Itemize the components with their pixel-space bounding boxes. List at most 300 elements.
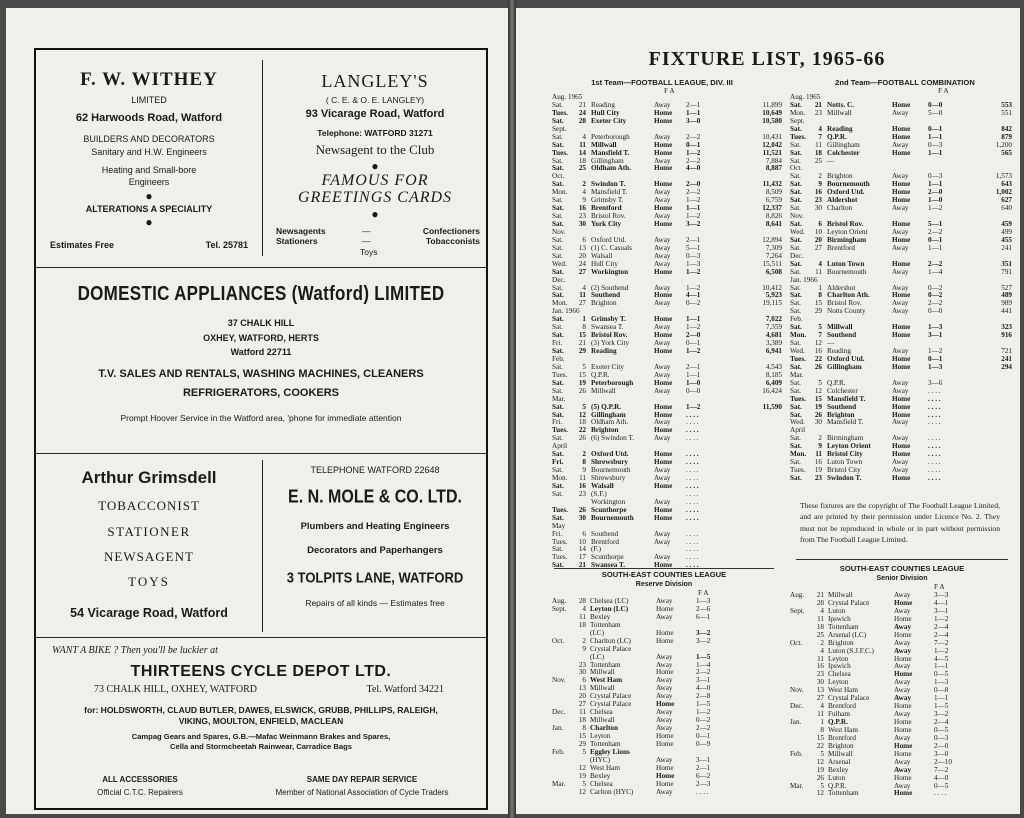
fixture-cell: Scunthorpe [591, 553, 624, 562]
fixture-cell: 7,309 [765, 243, 782, 252]
fixture-cell: Leyton [590, 731, 611, 740]
fixture-cell: 15 [814, 394, 822, 403]
fixture-cell: 6—1 [696, 612, 711, 621]
fixture-cell: 1—2 [686, 283, 701, 292]
fixture-cell: 2—0 [686, 331, 701, 340]
cycle-right-notes [242, 773, 482, 799]
fixture-cell: Sat. [552, 450, 564, 459]
fixture-cell: Away [894, 678, 911, 687]
fixture-cell: 0—1 [686, 339, 701, 348]
langley-tel: Telephone: WATFORD 31271 [317, 127, 433, 138]
fixture-cell: Home [654, 458, 673, 467]
bullet-icon: ● [371, 206, 379, 221]
fixture-cell: Sat. [552, 545, 563, 554]
fixture-cell: 30 [814, 418, 822, 427]
fixture-cell: 0—2 [928, 283, 943, 292]
fixture-cell: Oxford Utd. [827, 354, 865, 363]
fixture-cell: 27 [578, 700, 586, 709]
fixture-row [790, 205, 1014, 213]
fixture-cell: Sat. [790, 339, 801, 348]
fixture-cell: 0—0 [928, 100, 943, 109]
fixture-cell: 23 [578, 489, 586, 498]
fixture-cell: Tottenham [590, 620, 621, 629]
fixture-cell: Home [656, 668, 674, 677]
fixture-cell: . . . . [686, 474, 699, 482]
fixture-cell: 455 [1001, 235, 1012, 244]
fixture-cell: . . . . [928, 418, 941, 427]
fixture-cell: 1—3 [928, 362, 943, 371]
fixture-cell: 7,359 [765, 323, 782, 332]
fixture-cell: Away [892, 267, 909, 276]
fixture-cell: Away [656, 716, 673, 725]
fixture-cell: Home [892, 362, 911, 371]
fixture-cell: Gillingham [827, 140, 860, 149]
fixture-cell: Away [894, 694, 912, 703]
fixture-cell: 26 [578, 434, 586, 443]
fixture-row [552, 300, 784, 308]
fixture-cell: Home [654, 481, 673, 490]
fixture-cell: 721 [1001, 347, 1012, 355]
divider [554, 568, 774, 569]
fixture-cell: Away [654, 370, 671, 379]
fixture-cell: Gillingham [591, 156, 624, 165]
fixture-cell: Away [892, 243, 909, 252]
fixture-cell: 19 [578, 378, 586, 387]
fixture-cell: Nov. [790, 686, 804, 695]
fixture-cell: 0—2 [696, 716, 711, 725]
fixture-cell: 4 [582, 132, 586, 141]
fixture-cell: Away [654, 434, 671, 443]
fixture-cell: 11 [815, 267, 822, 276]
fixture-cell: 499 [1001, 227, 1012, 236]
fixture-cell: Exeter City [591, 116, 627, 125]
fixture-cell: Tues. [790, 132, 806, 141]
fixture-cell: 26 [814, 362, 822, 371]
fixture-cell: Home [892, 442, 911, 451]
fixture-cell: Away [894, 757, 911, 766]
fixture-row [552, 435, 784, 443]
fixture-cell: Luton [828, 606, 846, 615]
fixture-cell: 1—0 [686, 378, 701, 387]
fixture-cell: 1—3 [686, 259, 701, 268]
langley-toys: Toys [360, 247, 378, 257]
fixture-cell: Tues. [552, 505, 568, 514]
fixture-cell: 0—5 [934, 725, 949, 734]
fixture-cell: Oldham Ath. [591, 418, 629, 427]
fixture-cell: 21 [578, 561, 586, 570]
fixture-cell: 28 [578, 597, 586, 605]
fixture-cell: Crystal Palace [590, 700, 632, 709]
fixture-cell: Gillingham [827, 362, 862, 371]
fixture-cell: 29 [578, 347, 586, 355]
senior-heading: SOUTH-EAST COUNTIES LEAGUE [839, 564, 965, 573]
fixture-cell: 15 [578, 331, 586, 340]
withey-address: 62 Harwoods Road, Watford [75, 112, 223, 124]
fixture-cell: 21 [578, 339, 586, 348]
fixture-cell: Away [654, 323, 671, 332]
fixture-cell: 19 [814, 402, 822, 411]
fixture-cell: 27 [578, 299, 586, 308]
fixture-cell: Away [656, 684, 673, 693]
fixture-cell: Home [656, 779, 674, 788]
fixture-cell: Birmingham [827, 235, 867, 244]
fixture-cell: 8 [582, 458, 586, 467]
fixture-cell: 842 [1001, 124, 1012, 133]
langley-advert [264, 50, 486, 256]
grimsdell-trade: STATIONER [107, 523, 191, 539]
fixture-cell: 22 [578, 426, 586, 435]
fixture-cell: Away [894, 591, 911, 599]
cycle-tel: Tel. Watford 34221 [366, 683, 444, 695]
fixture-cell: 0—1 [696, 731, 711, 740]
fixture-cell: Ipswich [828, 614, 851, 623]
fixture-cell: Away [656, 652, 673, 661]
fixture-cell: 2—2 [928, 227, 943, 236]
fixture-cell: 20 [578, 251, 586, 260]
domestic-advert [36, 269, 486, 445]
withey-advert [36, 50, 262, 256]
grimsdell-trade: TOBACCONIST [98, 498, 200, 514]
fixture-cell: Away [654, 299, 671, 308]
fixture-cell: 0—1 [686, 140, 701, 149]
fixture-cell: Home [894, 654, 912, 663]
fixture-cell: . . . . [686, 497, 699, 506]
fixture-cell: Wed. [790, 347, 805, 355]
fixture-cell: (1) C. Casuals [591, 243, 632, 252]
fixture-cell: 11 [579, 291, 586, 300]
fixture-cell: Sat. [552, 315, 564, 324]
fixture-cell: Walsall [591, 481, 614, 490]
fixture-cell: Sat. [552, 212, 563, 221]
fixture-cell: Bexley [590, 612, 611, 621]
fixture-cell: 25 [814, 156, 822, 165]
fixture-cell: 1,200 [995, 140, 1012, 149]
fixture-row [790, 150, 1014, 158]
fixture-cell: 5 [582, 779, 586, 788]
fixture-cell: 19 [578, 771, 586, 780]
fixture-cell: (LC) [590, 628, 604, 637]
fixture-cell: 8,509 [765, 188, 782, 197]
fixture-cell: 8 [582, 323, 586, 332]
fixture-cell: 1—5 [696, 700, 711, 709]
fixture-cell: . . . . [686, 434, 699, 443]
fixture-cell: West Ham [590, 763, 620, 772]
fixture-cell: 1—2 [686, 196, 701, 205]
fixture-cell: Sat. [552, 466, 563, 475]
fixture-cell: 18 [578, 156, 586, 165]
fixture-cell: 2—6 [696, 604, 711, 613]
bullet-icon: ● [145, 188, 153, 203]
fixture-cell: Sat. [790, 259, 802, 268]
fixture-row [790, 308, 1014, 316]
fixture-row [790, 110, 1014, 118]
fixture-cell: . . . . [686, 561, 699, 570]
fixture-cell: 22 [814, 354, 822, 363]
fixture-cell: 11,590 [762, 402, 782, 411]
fixture-cell: Notts County [827, 307, 866, 316]
fixture-cell: 0—3 [928, 172, 943, 181]
fixture-cell: 26 [578, 386, 586, 395]
fixture-cell: Sat. [552, 116, 564, 125]
fixture-cell: 18 [816, 622, 824, 631]
fixture-cell: 4—0 [686, 164, 701, 173]
fixture-cell: 916 [1001, 331, 1012, 340]
cycle-brands: for: HOLDSWORTH, CLAUD BUTLER, DAWES, ELSWICK, GRUBB, PHILLIPS, RALEIGH, [84, 704, 438, 715]
fixture-row [790, 790, 1014, 798]
fixture-cell: 11 [579, 474, 586, 482]
fixture-cell: 24 [578, 108, 586, 117]
fixture-cell: Notts. C. [827, 100, 854, 109]
fixture-cell: 18 [814, 148, 822, 157]
fixture-cell: 6 [818, 220, 822, 228]
fixture-cell: Away [892, 307, 909, 316]
fixture-cell: Colchester [827, 148, 860, 157]
fixture-cell: 5 [818, 378, 822, 387]
fixture-cell: 2—1 [686, 362, 701, 371]
fixture-cell: Sat. [790, 243, 801, 252]
fixture-cell: 1—0 [928, 196, 943, 205]
fixture-cell: Bournemouth [827, 180, 870, 189]
fixture-cell: 5 [582, 362, 586, 371]
fixture-cell: 13 [578, 684, 586, 693]
divider [36, 453, 486, 454]
langley-item: Newsagents [276, 226, 326, 236]
fixture-cell: 5 [820, 749, 824, 758]
fixture-cell: Brighton [827, 410, 855, 419]
fixture-cell: 25 [578, 164, 586, 173]
fixture-cell: Away [656, 787, 673, 796]
fixture-cell: 29 [578, 739, 586, 748]
fixture-cell: Tues. [552, 370, 568, 379]
mole-advert [264, 455, 486, 635]
fixture-cell: Sat. [552, 513, 564, 522]
fixture-cell: Home [654, 347, 673, 355]
fixture-cell: Leyton [828, 654, 849, 663]
fixture-cell: Jan. [552, 724, 564, 732]
fixture-cell: Southend [827, 402, 857, 411]
fixture-cell: Home [654, 108, 673, 117]
fixture-cell: . . . . [696, 787, 709, 796]
domestic-street: 37 CHALK HILL [227, 318, 295, 329]
fixture-cell: 11 [817, 614, 824, 623]
fixture-cell: 5—1 [928, 220, 943, 228]
fixture-cell: 0—1 [928, 124, 943, 133]
fixture-cell: Home [892, 196, 911, 205]
fixture-cell: Away [894, 781, 911, 790]
fixture-cell: 12 [578, 410, 586, 419]
fixture-cell: (5) Q.P.R. [591, 402, 622, 411]
fixture-cell: Tottenham [590, 660, 621, 669]
fixture-cell: 2—2 [696, 668, 711, 677]
fixture-cell: 7,884 [765, 156, 782, 165]
fixture-cell: 16 [578, 481, 586, 490]
fixture-cell: Away [654, 418, 671, 427]
fixture-cell: 6 [582, 676, 586, 685]
fixture-cell: Sat. [790, 434, 801, 443]
fixture-cell: Home [894, 670, 913, 679]
fixture-row [552, 221, 784, 229]
fixture-cell: Home [894, 789, 913, 798]
fixture-cell: 4 [582, 188, 586, 197]
fixture-cell: Fri. [552, 339, 563, 348]
fixture-cell: 9 [582, 466, 586, 475]
fixture-cell: Sat. [552, 410, 564, 419]
senior-subheading: Senior Division [876, 575, 928, 582]
fixture-cell: 18 [578, 418, 586, 427]
fixture-cell: 19,115 [762, 299, 782, 308]
fixture-cell: Home [654, 267, 673, 276]
fixture-cell: 489 [1001, 291, 1012, 300]
fixture-cell: Leyton Orient [827, 442, 871, 451]
fixture-cell: . . . . [686, 545, 699, 554]
fixture-cell: 2 [820, 638, 824, 647]
fixture-cell: Sept. [790, 116, 805, 125]
fixture-cell: Home [892, 410, 911, 419]
fixture-cell: Crystal Palace [828, 694, 870, 703]
fixture-cell: Nov. [552, 227, 566, 236]
fixture-cell: 7 [818, 331, 822, 340]
fixture-cell: Jan. 1966 [552, 307, 580, 316]
reserve-fixtures [552, 598, 776, 796]
fixture-cell: Reading [827, 347, 851, 355]
fixture-cell: 4 [582, 604, 586, 613]
langley-address: 93 Vicarage Road, Watford [305, 108, 445, 121]
langley-dashes [362, 226, 371, 246]
fixture-cell: 5—0 [928, 108, 943, 117]
fixture-cell: Eggley Lions [590, 747, 630, 756]
fixture-cell: April [552, 442, 568, 451]
fixture-cell: 23 [814, 108, 822, 117]
fixture-cell: Bexley [828, 765, 849, 774]
fixture-cell: Q.P.R. [591, 370, 610, 379]
fixture-cell: 4 [820, 702, 824, 711]
fixture-cell: 1,573 [995, 172, 1012, 181]
fixture-cell: Feb. [552, 747, 565, 756]
fixture-cell: Away [892, 227, 909, 236]
fixture-cell: 16 [814, 188, 822, 197]
fixture-cell: 6—2 [696, 771, 711, 780]
fixture-cell: Away [892, 418, 909, 427]
fixture-cell: . . . . [686, 513, 699, 522]
fixture-cell: Exeter City [591, 362, 624, 371]
fixture-cell: 9 [818, 442, 822, 451]
fixture-cell: Mon. [790, 108, 806, 117]
fixture-cell: Away [654, 251, 671, 260]
second-team-fixtures [790, 94, 1014, 483]
fixture-cell: Shrewsbury [591, 458, 629, 467]
fixture-cell: 1—3 [934, 678, 949, 687]
fixture-cell: Sat. [790, 299, 801, 308]
fixture-cell: Sat. [552, 481, 564, 490]
fixture-cell: 11,899 [762, 100, 782, 109]
fixture-cell: 10,431 [762, 132, 782, 141]
fixture-cell: 12 [578, 787, 586, 796]
fixture-cell: 18 [578, 620, 586, 629]
fixture-cell: 26 [578, 505, 586, 514]
mole-name: E. N. MOLE & CO. LTD. [288, 487, 462, 508]
fixture-row [552, 483, 784, 491]
fixture-cell: . . . . [686, 505, 699, 514]
fixture-cell: — [827, 339, 835, 348]
fixture-cell: Sat. [552, 402, 564, 411]
fixture-cell: Reading [591, 347, 617, 355]
fixture-cell: 5 [820, 781, 824, 790]
fixture-cell: 0—2 [686, 299, 701, 308]
fixture-cell: Workington [591, 497, 626, 506]
fixture-cell: . . . . [686, 489, 699, 498]
fixture-cell: Sat. [790, 267, 801, 276]
fixture-cell: Mar. [552, 779, 566, 788]
fixture-cell: Away [894, 710, 911, 719]
fixture-cell: 12 [816, 757, 824, 766]
fixture-cell: 30 [814, 204, 822, 213]
fixture-cell: . . . . [686, 418, 699, 427]
fixture-cell: Nov. [790, 212, 804, 221]
fixture-cell: 20 [814, 235, 822, 244]
fixture-cell: 565 [1001, 148, 1012, 157]
fixture-cell: . . . . [928, 442, 941, 451]
fixture-cell: 4—0 [934, 773, 949, 782]
fixture-cell: Bristol Rov. [591, 212, 626, 221]
fixture-cell: Home [892, 354, 911, 363]
fixture-cell: 26 [814, 410, 822, 419]
fixture-cell: Away [654, 132, 671, 141]
fixture-cell: Mar. [790, 370, 804, 379]
fixture-cell: Oldham Ath. [591, 164, 631, 173]
fixture-cell: Leyton Orient [827, 227, 868, 236]
fixture-cell: Home [654, 513, 673, 522]
fixture-cell: Millwall [827, 323, 853, 332]
cycle-note: SAME DAY REPAIR SERVICE [306, 775, 418, 784]
fixture-cell: Home [894, 741, 913, 750]
fixture-cell: Home [894, 630, 912, 639]
langley-left-list [276, 226, 326, 246]
fixture-cell: 2—10 [934, 757, 952, 766]
fixture-cell: Millwall [590, 684, 615, 693]
fixture-cell: 3—3 [934, 591, 949, 599]
fixture-cell: Mon. [790, 331, 807, 340]
langley-item: Stationers [276, 236, 318, 246]
fixture-cell: Sat. [552, 251, 563, 260]
domestic-line: T.V. SALES AND RENTALS, WASHING MACHINES, CLEANERS [98, 368, 424, 380]
fixture-cell: 241 [1001, 354, 1012, 363]
fixture-cell: Crystal Palace [590, 644, 632, 653]
fixture-cell: 3—0 [686, 116, 701, 125]
fixture-cell: Swansea T. [591, 323, 624, 332]
fixture-cell: 25 [816, 630, 824, 639]
fixture-cell: 16 [816, 662, 824, 671]
fixture-cell: — [827, 156, 835, 165]
fixture-cell: Carlton (HYC) [590, 787, 634, 796]
fixture-cell: Luton Town [827, 458, 863, 467]
fixture-cell: . . . . [686, 481, 699, 490]
fixture-cell: 1,002 [995, 188, 1012, 197]
fixture-cell: Aug. 1965 [790, 93, 821, 101]
fixture-cell: Away [656, 724, 673, 732]
fixture-row [552, 165, 784, 173]
fixture-row [790, 269, 1014, 277]
fixture-cell: 1—1 [928, 148, 943, 157]
fixture-cell: Bournemouth [827, 267, 867, 276]
fixture-cell: 0—2 [928, 291, 943, 300]
fixture-cell: Dec. [552, 275, 566, 284]
fixture-cell: 11 [579, 708, 586, 717]
fixture-cell: Home [892, 180, 911, 189]
fixture-cell: Away [894, 638, 911, 647]
fixture-cell: Grimsby T. [591, 196, 624, 205]
fixture-cell: Home [894, 614, 912, 623]
cycle-want: WANT A BIKE ? Then you'll be luckier at [52, 645, 218, 656]
